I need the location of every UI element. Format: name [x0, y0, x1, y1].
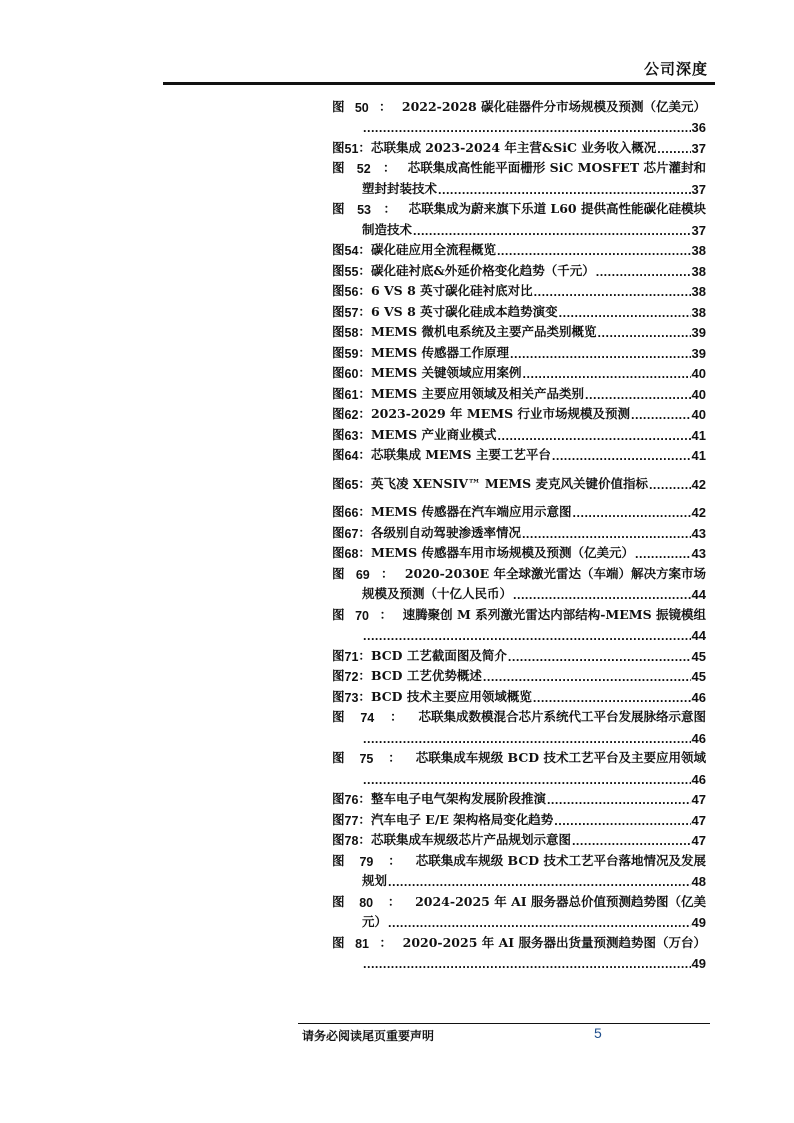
dot-leader: [534, 285, 691, 299]
figure-prefix: 图: [332, 201, 345, 216]
figure-prefix: 图: [332, 98, 345, 114]
figure-number: 67: [344, 526, 359, 541]
figure-prefix: 图: [332, 365, 345, 380]
figure-table-of-contents: [332, 94, 706, 971]
figure-number: 76: [344, 793, 359, 807]
page-reference[interactable]: 37: [691, 181, 706, 197]
figure-number: 80: [359, 895, 374, 910]
spacer: [332, 463, 706, 471]
page-reference[interactable]: 42: [691, 476, 706, 492]
figure-number: 59: [344, 346, 359, 361]
figure-title: MEMS 产业商业模式: [370, 426, 497, 442]
figure-title: 碳化硅衬底&外延价格变化趋势（千元）: [370, 262, 595, 278]
colon-separator: ：: [358, 832, 371, 847]
figure-number: 66: [344, 506, 359, 520]
figure-prefix: 图: [332, 426, 345, 442]
dot-leader: [363, 732, 691, 746]
dot-leader: [552, 449, 691, 463]
figure-prefix: 图: [332, 283, 345, 298]
dot-leader: [508, 650, 691, 664]
toc-entry[interactable]: [332, 705, 706, 746]
figure-title: MEMS 传感器在汽车端应用示意图: [370, 504, 572, 519]
colon-separator: ：: [358, 811, 371, 827]
figure-number: 54: [344, 244, 359, 258]
dot-leader: [483, 670, 691, 684]
figure-title: 速腾聚创 M 系列激光雷达内部结构-MEMS 振镜模组: [402, 606, 706, 622]
figure-number: 81: [355, 936, 369, 951]
figure-prefix: 图: [332, 852, 345, 868]
toc-entry[interactable]: [332, 602, 706, 643]
figure-number: 58: [344, 326, 359, 340]
figure-prefix: 图: [332, 242, 345, 257]
toc-entry[interactable]: [332, 889, 706, 930]
figure-prefix: 图: [332, 504, 345, 519]
figure-title: 规划: [362, 873, 388, 888]
figure-title: 元）: [362, 914, 388, 929]
figure-title: 塑封封装技术: [362, 180, 438, 196]
figure-number: 75: [359, 752, 374, 766]
toc-entry-continuation-line: [332, 910, 706, 931]
figure-title: BCD 技术主要应用领域概览: [370, 688, 532, 704]
toc-entry-first-line: [332, 500, 706, 521]
figure-number: 73: [344, 690, 359, 705]
page-reference[interactable]: 45: [691, 648, 706, 664]
figure-prefix: 图: [332, 750, 345, 765]
page-reference[interactable]: 37: [691, 140, 706, 156]
figure-number: 71: [344, 649, 359, 664]
figure-title: 6 VS 8 英寸碳化硅成本趋势演变: [370, 303, 558, 319]
toc-entry[interactable]: [332, 643, 706, 664]
page-reference[interactable]: 41: [691, 448, 706, 463]
toc-entry-first-line: [332, 156, 706, 177]
figure-title: 芯联集成车规级 BCD 技术工艺平台及主要应用领域: [415, 750, 706, 765]
toc-entry[interactable]: [332, 135, 706, 156]
figure-title: 芯联集成高性能平面栅形 SiC MOSFET 芯片灌封和: [407, 160, 706, 175]
colon-separator: ：: [358, 303, 371, 319]
colon-separator: ：: [379, 98, 392, 114]
dot-leader: [547, 793, 691, 807]
figure-title: 汽车电子 E/E 架构格局变化趋势: [370, 811, 554, 827]
colon-separator: ：: [358, 647, 371, 663]
page-reference[interactable]: 43: [691, 546, 706, 561]
figure-number: 55: [344, 264, 359, 279]
colon-separator: ：: [387, 893, 401, 909]
colon-separator: ：: [358, 242, 371, 257]
figure-title: 各级别自动驾驶渗透率情况: [370, 524, 521, 540]
toc-entry-first-line: [332, 320, 706, 341]
toc-entry-continuation-line: [332, 623, 706, 644]
toc-entry[interactable]: [332, 561, 706, 602]
figure-prefix: 图: [332, 647, 345, 663]
toc-entry-first-line: [332, 340, 706, 361]
toc-entry-first-line: [332, 807, 706, 828]
colon-separator: ：: [382, 160, 396, 175]
dot-leader: [649, 478, 691, 492]
toc-entry-first-line: [332, 643, 706, 664]
footer-divider: [298, 1023, 710, 1024]
figure-number: 51: [344, 141, 359, 156]
figure-title: 2020-2025 年 AI 服务器出货量预测趋势图（万台）: [402, 934, 706, 950]
colon-separator: ：: [358, 324, 371, 339]
page-reference[interactable]: 38: [691, 263, 706, 279]
figure-prefix: 图: [332, 406, 345, 421]
page-reference[interactable]: 42: [691, 505, 706, 520]
figure-title: 2020-2030E 年全球激光雷达（车端）解决方案市场: [404, 565, 706, 581]
toc-entry[interactable]: [332, 443, 706, 464]
toc-entry-first-line: [332, 135, 706, 156]
colon-separator: ：: [379, 934, 393, 950]
page-reference[interactable]: 37: [691, 222, 706, 238]
colon-separator: ：: [358, 139, 371, 155]
toc-entry[interactable]: [332, 422, 706, 443]
toc-entry[interactable]: [332, 156, 706, 197]
toc-entry[interactable]: [332, 258, 706, 279]
toc-entry-first-line: [332, 684, 706, 705]
page-reference[interactable]: 38: [691, 284, 706, 299]
page-reference[interactable]: 49: [691, 915, 706, 930]
colon-separator: ：: [379, 606, 393, 622]
colon-separator: ：: [358, 688, 371, 704]
dot-leader: [522, 527, 691, 541]
page-reference[interactable]: 38: [691, 243, 706, 258]
colon-separator: ：: [358, 791, 371, 806]
spacer: [332, 492, 706, 500]
header-divider: [163, 82, 715, 85]
figure-title: 6 VS 8 英寸碳化硅衬底对比: [370, 283, 533, 298]
figure-number: 62: [344, 408, 359, 422]
toc-entry-continuation-line: [332, 951, 706, 972]
dot-leader: [497, 244, 691, 258]
toc-entry-first-line: [332, 361, 706, 382]
figure-title: 芯联集成 2023-2024 年主营&SiC 业务收入概况: [370, 139, 657, 155]
figure-title: BCD 工艺截面图及简介: [370, 647, 507, 663]
dot-leader: [363, 773, 691, 787]
figure-title: BCD 工艺优势概述: [370, 668, 482, 683]
toc-entry[interactable]: [332, 94, 706, 135]
dot-leader: [363, 121, 691, 135]
toc-entry-continuation-line: [332, 725, 706, 746]
figure-prefix: 图: [332, 139, 345, 155]
dot-leader: [572, 834, 691, 848]
figure-title: 规模及预测（十亿人民币）: [362, 586, 513, 601]
toc-entry[interactable]: [332, 299, 706, 320]
dot-leader: [363, 629, 691, 643]
toc-entry-first-line: [332, 238, 706, 259]
toc-entry[interactable]: [332, 541, 706, 562]
figure-title: MEMS 微机电系统及主要产品类别概览: [370, 324, 597, 339]
toc-entry[interactable]: [332, 402, 706, 423]
dot-leader: [498, 429, 691, 443]
toc-entry[interactable]: [332, 684, 706, 705]
toc-entry[interactable]: [332, 500, 706, 521]
figure-prefix: 图: [332, 324, 345, 339]
dot-leader: [635, 547, 691, 561]
colon-separator: ：: [381, 565, 394, 581]
toc-entry-first-line: [332, 930, 706, 951]
toc-entry-first-line: [332, 520, 706, 541]
toc-entry[interactable]: [332, 828, 706, 849]
page-reference[interactable]: 44: [691, 587, 706, 602]
toc-entry-first-line: [332, 279, 706, 300]
figure-number: 61: [344, 387, 359, 402]
toc-entry[interactable]: [332, 807, 706, 828]
page-reference[interactable]: 41: [691, 427, 706, 443]
colon-separator: ：: [358, 262, 371, 278]
figure-prefix: 图: [332, 606, 345, 622]
colon-separator: ：: [358, 545, 371, 560]
dot-leader: [388, 875, 691, 889]
toc-entry-first-line: [332, 705, 706, 726]
figure-number: 69: [355, 567, 370, 582]
colon-separator: ：: [388, 852, 401, 868]
toc-entry[interactable]: [332, 664, 706, 685]
toc-entry-first-line: [332, 422, 706, 443]
page-reference[interactable]: 49: [691, 956, 706, 971]
colon-separator: ：: [358, 344, 371, 360]
page-reference[interactable]: 40: [691, 407, 706, 422]
toc-entry-first-line: [332, 889, 706, 910]
page-reference[interactable]: 45: [691, 669, 706, 684]
toc-entry-first-line: [332, 561, 706, 582]
figure-prefix: 图: [332, 688, 345, 704]
page-reference[interactable]: 40: [691, 386, 706, 402]
toc-entry-first-line: [332, 471, 706, 492]
toc-entry-first-line: [332, 443, 706, 464]
colon-separator: ：: [358, 447, 371, 462]
figure-prefix: 图: [332, 811, 345, 827]
dot-leader: [438, 183, 691, 197]
toc-entry-first-line: [332, 828, 706, 849]
figure-prefix: 图: [332, 344, 345, 360]
figure-title: 2023-2029 年 MEMS 行业市场规模及预测: [370, 406, 630, 421]
toc-entry-first-line: [332, 602, 706, 623]
figure-number: 57: [344, 305, 359, 320]
toc-entry-first-line: [332, 258, 706, 279]
toc-entry[interactable]: [332, 746, 706, 787]
page-reference[interactable]: 44: [691, 628, 706, 643]
figure-number: 52: [356, 162, 371, 176]
figure-title: 芯联集成车规级 BCD 技术工艺平台落地情况及发展: [415, 852, 706, 868]
dot-leader: [413, 224, 691, 238]
page-reference[interactable]: 39: [691, 325, 706, 340]
toc-entry-continuation-line: [332, 115, 706, 136]
toc-entry-first-line: [332, 541, 706, 562]
toc-entry[interactable]: [332, 471, 706, 492]
colon-separator: ：: [358, 283, 371, 298]
toc-entry-first-line: [332, 197, 706, 218]
colon-separator: ：: [358, 668, 371, 683]
toc-entry[interactable]: [332, 930, 706, 971]
figure-title: 整车电子电气架构发展阶段推演: [370, 791, 546, 806]
figure-prefix: 图: [332, 303, 345, 319]
figure-prefix: 图: [332, 893, 345, 909]
figure-prefix: 图: [332, 160, 345, 175]
toc-entry-first-line: [332, 381, 706, 402]
dot-leader: [598, 326, 691, 340]
toc-entry[interactable]: [332, 361, 706, 382]
figure-title: MEMS 传感器工作原理: [370, 344, 510, 360]
colon-separator: ：: [358, 475, 371, 491]
toc-entry[interactable]: [332, 340, 706, 361]
page-reference[interactable]: 39: [691, 345, 706, 361]
toc-entry-first-line: [332, 299, 706, 320]
figure-number: 79: [359, 854, 374, 869]
page-reference[interactable]: 48: [691, 874, 706, 889]
figure-title: MEMS 传感器车用市场规模及预测（亿美元）: [370, 545, 635, 560]
toc-entry-first-line: [332, 664, 706, 685]
figure-number: 70: [355, 608, 369, 623]
page-reference[interactable]: 38: [691, 304, 706, 320]
toc-entry[interactable]: [332, 279, 706, 300]
dot-leader: [388, 916, 691, 930]
figure-title: 芯联集成为蔚来旗下乐道 L60 提供高性能碳化硅模块: [408, 201, 706, 216]
figure-title: 2024-2025 年 AI 服务器总价值预测趋势图（亿美: [415, 893, 706, 909]
figure-number: 63: [344, 428, 359, 443]
dot-leader: [596, 265, 691, 279]
colon-separator: ：: [358, 426, 371, 442]
dot-leader: [554, 814, 690, 828]
page-reference[interactable]: 43: [691, 525, 706, 541]
colon-separator: ：: [358, 524, 371, 540]
figure-title: 英飞凌 XENSIV™ MEMS 麦克风关键价值指标: [370, 475, 648, 491]
figure-title: 制造技术: [362, 221, 413, 237]
figure-number: 60: [344, 367, 359, 381]
toc-entry-continuation-line: [332, 869, 706, 890]
colon-separator: ：: [358, 385, 371, 401]
footer-disclaimer-note: 请务必阅读尾页重要声明: [302, 1029, 435, 1043]
dot-leader: [523, 367, 691, 381]
toc-entry[interactable]: [332, 238, 706, 259]
dot-leader: [363, 957, 691, 971]
figure-title: 2022-2028 碳化硅器件分市场规模及预测（亿美元）: [401, 98, 706, 114]
toc-entry[interactable]: [332, 848, 706, 889]
page-reference[interactable]: 46: [691, 771, 706, 787]
toc-entry[interactable]: [332, 520, 706, 541]
toc-entry-first-line: [332, 94, 706, 115]
figure-prefix: 图: [332, 447, 345, 462]
toc-entry[interactable]: [332, 787, 706, 808]
dot-leader: [631, 408, 691, 422]
figure-prefix: 图: [332, 385, 345, 401]
page-reference[interactable]: 40: [691, 366, 706, 381]
toc-entry[interactable]: [332, 320, 706, 341]
dot-leader: [573, 506, 691, 520]
figure-number: 77: [344, 813, 359, 828]
figure-title: 芯联集成车规级芯片产品规划示意图: [370, 832, 571, 847]
toc-entry-first-line: [332, 787, 706, 808]
toc-entry[interactable]: [332, 381, 706, 402]
figure-number: 68: [344, 547, 359, 561]
colon-separator: ：: [358, 504, 371, 519]
figure-title: 碳化硅应用全流程概览: [370, 242, 496, 257]
page-reference[interactable]: 47: [691, 792, 706, 807]
page-reference[interactable]: 46: [691, 689, 706, 705]
figure-prefix: 图: [332, 545, 345, 560]
figure-number: 56: [344, 285, 359, 299]
page-reference[interactable]: 47: [691, 833, 706, 848]
page-reference[interactable]: 36: [691, 120, 706, 135]
header-title: 公司深度: [643, 60, 708, 78]
dot-leader: [559, 306, 691, 320]
page-reference[interactable]: 46: [691, 730, 706, 746]
figure-number: 64: [344, 449, 359, 463]
colon-separator: ：: [383, 201, 397, 216]
figure-number: 74: [360, 711, 375, 725]
figure-prefix: 图: [332, 934, 345, 950]
page-reference[interactable]: 47: [691, 812, 706, 828]
figure-prefix: 图: [332, 565, 345, 581]
figure-prefix: 图: [332, 709, 345, 724]
colon-separator: ：: [358, 365, 371, 380]
colon-separator: ：: [388, 750, 401, 765]
colon-separator: ：: [390, 709, 403, 724]
figure-number: 53: [357, 203, 371, 217]
dot-leader: [585, 388, 691, 402]
toc-entry-continuation-line: [332, 217, 706, 238]
dot-leader: [513, 588, 691, 602]
figure-number: 65: [344, 477, 359, 492]
figure-prefix: 图: [332, 524, 345, 540]
figure-prefix: 图: [332, 668, 345, 683]
figure-prefix: 图: [332, 791, 345, 806]
figure-prefix: 图: [332, 832, 345, 847]
dot-leader: [657, 142, 690, 156]
toc-entry[interactable]: [332, 197, 706, 238]
figure-title: MEMS 关键领域应用案例: [370, 365, 522, 380]
figure-prefix: 图: [332, 262, 345, 278]
toc-entry-continuation-line: [332, 176, 706, 197]
toc-entry-first-line: [332, 402, 706, 423]
colon-separator: ：: [358, 406, 371, 421]
page-number: 5: [594, 1025, 602, 1041]
toc-entry-first-line: [332, 848, 706, 869]
figure-number: 50: [354, 100, 369, 115]
figure-title: 芯联集成 MEMS 主要工艺平台: [370, 447, 551, 462]
toc-entry-continuation-line: [332, 766, 706, 787]
dot-leader: [510, 347, 691, 361]
figure-title: 芯联集成数模混合芯片系统代工平台发展脉络示意图: [418, 709, 706, 724]
toc-entry-continuation-line: [332, 582, 706, 603]
figure-prefix: 图: [332, 475, 345, 491]
figure-title: MEMS 主要应用领域及相关产品类别: [370, 385, 585, 401]
figure-number: 78: [344, 834, 359, 848]
figure-number: 72: [344, 670, 359, 684]
toc-entry-first-line: [332, 746, 706, 767]
dot-leader: [533, 691, 691, 705]
